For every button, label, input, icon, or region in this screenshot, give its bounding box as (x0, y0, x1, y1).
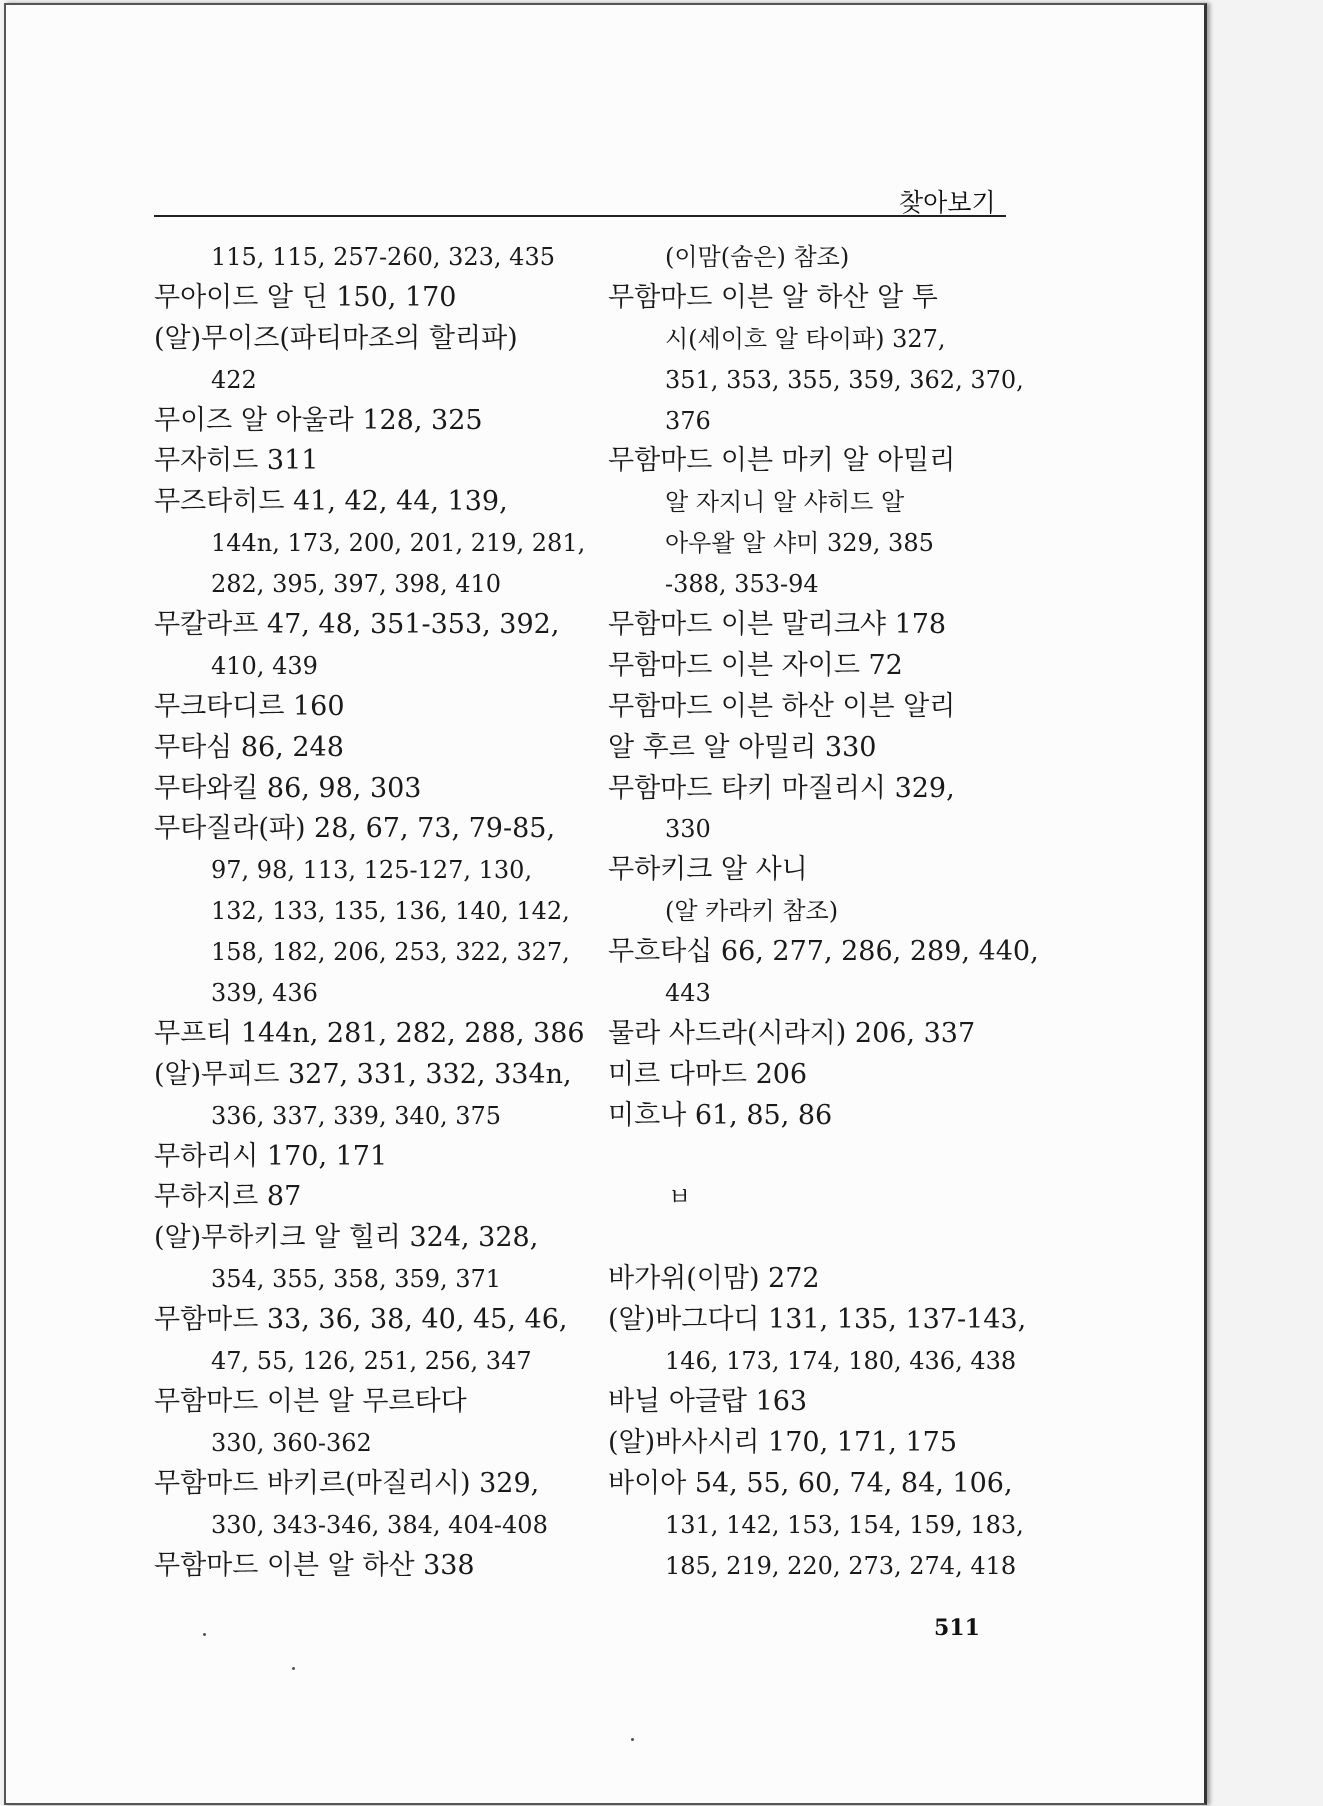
index-entry-line: 무타심 86, 248 (154, 731, 344, 763)
index-entry-line: 무하리시 170, 171 (154, 1140, 388, 1172)
scan-speck (631, 1738, 634, 1741)
index-entry-line: 무함마드 이븐 알 무르타다 (154, 1385, 467, 1417)
index-entry-line: 무즈타히드 41, 42, 44, 139, (154, 486, 508, 518)
index-cont-line: 131, 142, 153, 154, 159, 183, (665, 1510, 1024, 1539)
index-blank-line (608, 1137, 1008, 1178)
index-cont-line: 132, 133, 135, 136, 140, 142, (211, 897, 570, 926)
index-entry-line: 무함마드 이븐 알 하산 338 (154, 1549, 475, 1581)
index-entry-line: 무하지르 87 (154, 1181, 302, 1213)
index-cont-line: 47, 55, 126, 251, 256, 347 (211, 1347, 532, 1376)
index-cont-line: 144n, 173, 200, 201, 219, 281, (211, 529, 586, 558)
index-heading-line: ㅂ (668, 1183, 692, 1212)
index-entry-line: 바닐 아글랍 163 (608, 1385, 808, 1417)
index-cont-line: 443 (665, 979, 711, 1008)
index-entry-line: 무타와킬 86, 98, 303 (154, 772, 422, 804)
index-cont-line: 410, 439 (211, 651, 318, 680)
index-cont-line: 알 자지니 알 샤히드 알 (665, 488, 905, 517)
index-entry-line: (알)바사시리 170, 171, 175 (608, 1426, 957, 1458)
page-number: 511 (934, 1615, 980, 1641)
index-entry-line: 물라 사드라(시라지) 206, 337 (608, 1017, 976, 1049)
index-cont-line: 351, 353, 355, 359, 362, 370, (665, 365, 1024, 394)
index-cont-line: 185, 219, 220, 273, 274, 418 (665, 1551, 1017, 1580)
index-entry-line: 무이즈 알 아울라 128, 325 (154, 404, 483, 436)
index-entry-line: 알 후르 알 아밀리 330 (608, 731, 877, 763)
index-cont-line: 422 (211, 365, 257, 394)
index-cont-line: 330, 360-362 (211, 1428, 372, 1457)
scan-speck (203, 1633, 206, 1636)
index-entry-line: (알)무하키크 알 힐리 324, 328, (154, 1222, 539, 1254)
running-head: 찾아보기 (899, 188, 996, 217)
index-cont-line: -388, 353-94 (665, 570, 819, 599)
index-cont-line: 339, 436 (211, 979, 318, 1008)
index-entry-line: 무프티 144n, 281, 282, 288, 386 (154, 1017, 585, 1049)
index-cont-line: (알 카라키 참조) (665, 897, 839, 926)
index-cont-line: 282, 395, 397, 398, 410 (211, 570, 502, 599)
index-entry-line: 바가위(이맘) 272 (608, 1263, 820, 1295)
header-rule (154, 215, 1006, 217)
index-cont-line: 336, 337, 339, 340, 375 (211, 1101, 502, 1130)
index-cont-line: 아우왈 알 샤미 329, 385 (665, 529, 934, 558)
scan-speck (292, 1667, 295, 1670)
index-entry-line: 무함마드 이븐 자이드 72 (608, 649, 903, 681)
index-column-right (608, 237, 1039, 1586)
index-entry-line: 무타질라(파) 28, 67, 73, 79-85, (154, 813, 556, 845)
index-entry-line: (알)무이즈(파티마조의 할리파) (154, 322, 518, 354)
index-cont-line: 97, 98, 113, 125-127, 130, (211, 856, 533, 885)
index-entry-line: 무함마드 이븐 하산 이븐 알리 (608, 690, 956, 722)
index-entry-line: 무아이드 알 딘 150, 170 (154, 281, 457, 313)
index-entry-line: 무함마드 타키 마질리시 329, (608, 772, 955, 804)
index-entry-line: 무흐타십 66, 277, 286, 289, 440, (608, 936, 1039, 968)
index-entry-line: 무자히드 311 (154, 445, 319, 477)
document-page (4, 3, 1207, 1805)
index-cont-line: 330 (665, 815, 711, 844)
index-entry-line: 무크타디르 160 (154, 690, 345, 722)
index-entry-line: 무함마드 이븐 말리크샤 178 (608, 609, 947, 641)
index-entry-line: 무함마드 이븐 알 하산 알 투 (608, 281, 938, 313)
index-entry-line: 미흐나 61, 85, 86 (608, 1099, 833, 1131)
index-cont-line: 158, 182, 206, 253, 322, 327, (211, 938, 570, 967)
index-entry-line: 무하키크 알 사니 (608, 854, 808, 886)
index-entry-line: 미르 다마드 206 (608, 1058, 808, 1090)
index-entry-line: 무칼라프 47, 48, 351-353, 392, (154, 609, 560, 641)
index-blank-line (608, 1218, 1008, 1259)
index-cont-line: (이맘(숨은) 참조) (665, 243, 850, 271)
index-entry-line: (알)바그다디 131, 135, 137-143, (608, 1304, 1027, 1336)
index-entry-line: 무함마드 이븐 마키 알 아밀리 (608, 445, 956, 477)
index-entry-line: (알)무피드 327, 331, 332, 334n, (154, 1058, 572, 1090)
index-cont-line: 330, 343-346, 384, 404-408 (211, 1510, 548, 1539)
index-cont-line: 146, 173, 174, 180, 436, 438 (665, 1347, 1017, 1376)
index-cont-line: 시(세이흐 알 타이파) 327, (665, 324, 946, 353)
index-cont-line: 354, 355, 358, 359, 371 (211, 1265, 502, 1294)
index-entry-line: 바이아 54, 55, 60, 74, 84, 106, (608, 1467, 1013, 1499)
index-entry-line: 무함마드 바키르(마질리시) 329, (154, 1467, 540, 1499)
index-cont-line: 376 (665, 406, 711, 435)
index-cont-line: 115, 115, 257-260, 323, 435 (211, 243, 555, 271)
index-entry-line: 무함마드 33, 36, 38, 40, 45, 46, (154, 1304, 568, 1336)
index-column-left (154, 237, 586, 1586)
